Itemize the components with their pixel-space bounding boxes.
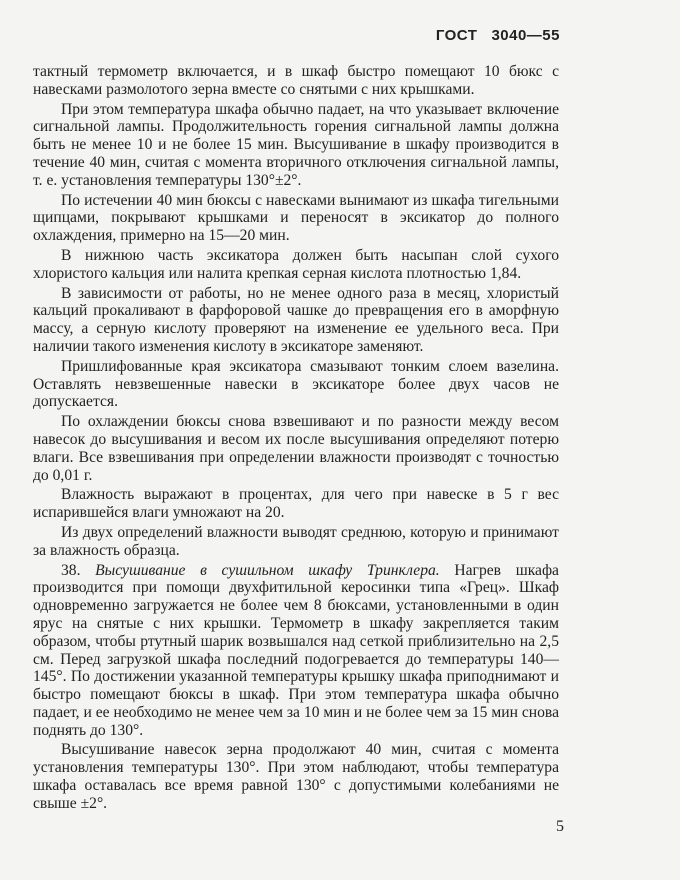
page-number: 5 [556,818,564,835]
page-header [436,27,560,44]
standard-label: ГОСТ [435,27,478,44]
section-number: 38. [61,561,81,579]
paragraph: В нижнюю часть эксикатора должен быть насыпан слой сухого хлористого кальция или налита крепкая серная кислота плотностью 1,84. [33,246,559,282]
section-text: Нагрев шкафа производится при помощи двухфитильной керосинки типа «Грец». Шкаф одновременно загружается не более чем 8 бюксами, установленными в один ярус на снятые с них крышки. Термометр в шкафу закрепляется таким образом, чтобы ртутный шарик возвышался над сеткой приблизительно на 2,5 см. Перед загрузкой шкафа последний подогревается до температуры 140—145°. По достижении указанной температуры крышку шкафа приподнимают и быстро помещают бюксы в шкаф. При этом температура шкафа обычно падает, и ее необходимо не менее чем за 10 мин и не более чем за 15 мин снова поднять до 130°. [33,561,559,739]
paragraph: Пришлифованные края эксикатора смазывают тонким слоем вазелина. Оставлять невзвешенные навески в эксикаторе более двух часов не допускается. [33,357,559,411]
section-title: Высушивание в сушильном шкафу Тринклера. [95,561,440,579]
paragraph: По охлаждении бюксы снова взвешивают и по разности между весом навесок до высушивания и весом их после высушивания определяют потерю влаги. Все взвешивания при определении влажности производят с точностью до 0,01 г. [33,413,559,484]
standard-number: 3040—55 [491,27,560,44]
section-38 [33,562,559,740]
paragraph: В зависимости от работы, но не менее одного раза в месяц, хлористый кальций прокаливают в фарфоровой чашке до превращения его в аморфную массу, а серную кислоту проверяют на изменение ее удельного веса. При наличии такого изменения кислоту в эксикаторе заменяют. [33,284,559,355]
paragraph: тактный термометр включается, и в шкаф быстро помещают 10 бюкс с навесками размолотого зерна вместе со снятыми с них крышками. [33,63,559,98]
final-paragraph: Высушивание навесок зерна продолжают 40 мин, считая с момента установления температуры 130°. При этом наблюдают, чтобы температура шкафа оставалась все время равной 130° с допустимыми колебаниями не свыше ±2°. [33,741,559,812]
paragraph: По истечении 40 мин бюксы с навесками вынимают из шкафа тигельными щипцами, покрывают крышками и переносят в эксикатор до полного охлаждения, примерно на 15—20 мин. [33,191,559,245]
paragraph: Из двух определений влажности выводят среднюю, которую и принимают за влажность образца. [33,523,559,559]
paragraph: При этом температура шкафа обычно падает, на что указывает включение сигнальной лампы. Продолжительность горения сигнальной лампы должна быть не менее 10 и не более 15 мин. Высушивание в шкафу производится в течение 40 мин, считая с момента вторичного отключения сигнальной лампы, т. е. установления температуры 130°±2°. [33,100,559,189]
body-text [33,63,559,815]
paragraph: Влажность выражают в процентах, для чего при навеске в 5 г вес испарившейся влаги умножают на 20. [33,486,559,522]
